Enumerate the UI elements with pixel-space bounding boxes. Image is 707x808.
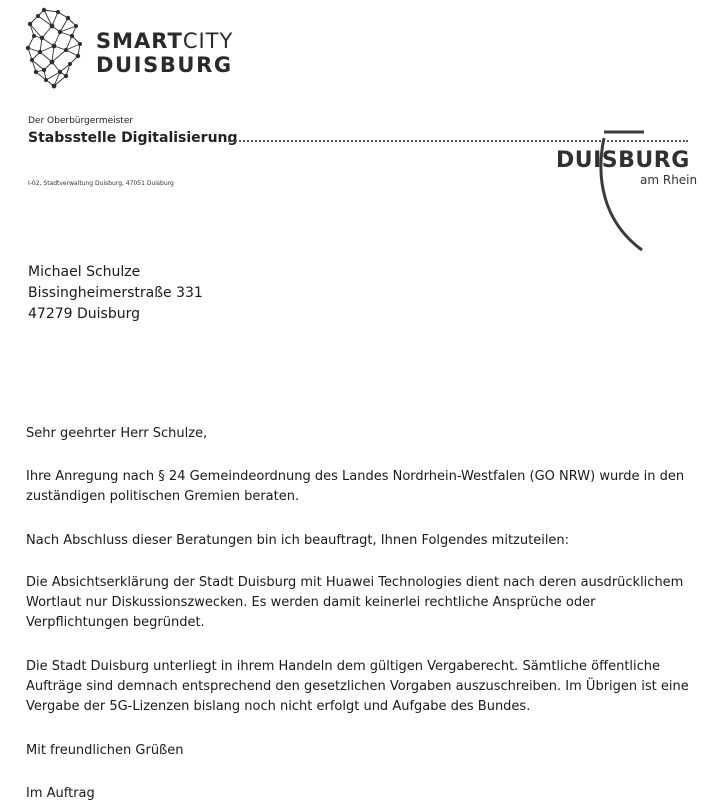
letter-closing: Mit freundlichen Grüßen bbox=[26, 743, 184, 758]
recipient-city: 47279 Duisburg bbox=[28, 306, 140, 322]
letter-salutation: Sehr geehrter Herr Schulze, bbox=[26, 426, 208, 441]
smartcity-logo-city: CITY bbox=[182, 29, 234, 53]
sender-return-address: I-02, Stadtverwaltung Duisburg, 47051 Duisburg bbox=[28, 180, 174, 187]
department-title: Stabsstelle Digitalisierung bbox=[28, 130, 238, 146]
smartcity-logo-line2: DUISBURG bbox=[96, 53, 233, 77]
recipient-name: Michael Schulze bbox=[28, 264, 141, 280]
letter-paragraph: Die Absichtserklärung der Stadt Duisburg mit Huawei Technologies dient nach deren ausdrücklichem Wortlaut nur Diskussionszwecken. Es werden damit keinerlei rechtliche Ansprüche oder Verpflichtungen begründet. bbox=[26, 575, 684, 630]
network-map-icon bbox=[24, 6, 86, 92]
duisburg-logo-wordmark: DUISBURG bbox=[556, 148, 690, 173]
duisburg-city-logo-arc bbox=[552, 126, 702, 254]
recipient-street: Bissingheimerstraße 331 bbox=[28, 285, 203, 301]
smartcity-logo-line1 bbox=[96, 30, 233, 52]
duisburg-logo-subtitle: am Rhein bbox=[640, 173, 698, 187]
letter-paragraph: Nach Abschluss dieser Beratungen bin ich beauftragt, Ihnen Folgendes mitzuteilen: bbox=[26, 533, 570, 548]
letter-signoff: Im Auftrag bbox=[26, 786, 95, 801]
letter-paragraph: Die Stadt Duisburg unterliegt in ihrem Handeln dem gültigen Vergaberecht. Sämtliche öffentliche Aufträge sind demnach entsprechend den gesetzlichen Vorgaben auszuschreiben. Im Übrigen ist eine Vergabe der 5G-Lizenzen bislang noch nicht erfolgt und Aufgabe des Bundes. bbox=[26, 659, 689, 714]
department-subtitle: Der Oberbürgermeister bbox=[28, 116, 134, 126]
smartcity-logo-smart: SMART bbox=[96, 29, 183, 53]
letter-paragraph: Ihre Anregung nach § 24 Gemeindeordnung des Landes Nordrhein-Westfalen (GO NRW) wurde in den zuständigen politischen Gremien beraten. bbox=[26, 469, 685, 504]
